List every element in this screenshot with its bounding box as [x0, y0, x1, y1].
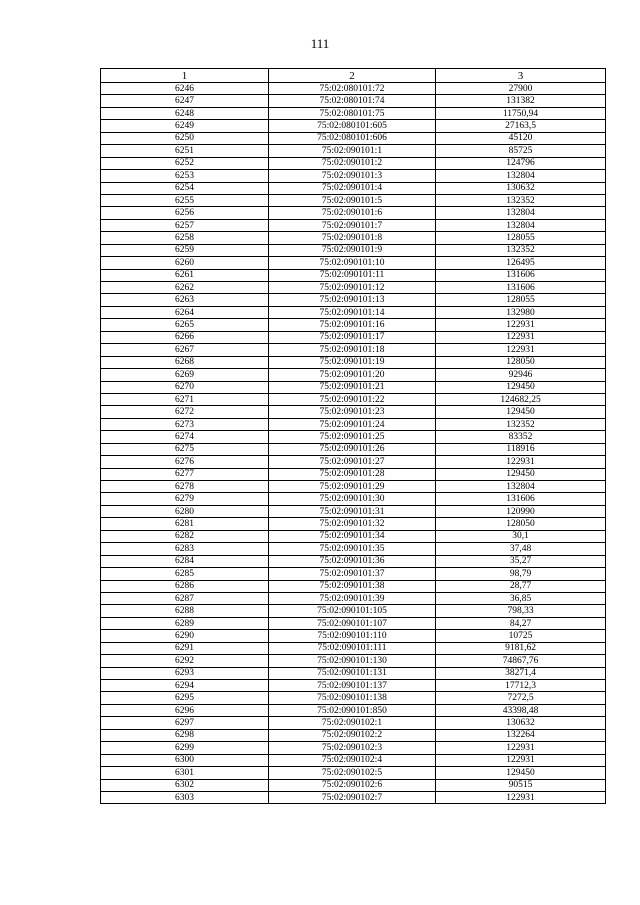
- row-number-cell: 6262: [101, 282, 269, 294]
- value-cell: 132264: [436, 729, 606, 741]
- cadastral-number-cell: 75:02:090101:10: [269, 257, 436, 269]
- row-number-cell: 6266: [101, 331, 269, 343]
- table-row: [101, 655, 606, 667]
- row-number-cell: 6287: [101, 592, 269, 604]
- cadastral-number-cell: 75:02:080101:74: [269, 95, 436, 107]
- row-number-cell: 6267: [101, 344, 269, 356]
- row-number-cell: 6297: [101, 717, 269, 729]
- row-number-cell: 6254: [101, 182, 269, 194]
- row-number-cell: 6257: [101, 219, 269, 231]
- table-row: [101, 157, 606, 169]
- row-number-cell: 6282: [101, 530, 269, 542]
- table-row: [101, 306, 606, 318]
- value-cell: 118916: [436, 443, 606, 455]
- table-row: [101, 107, 606, 119]
- table-row: [101, 754, 606, 766]
- value-cell: 85725: [436, 145, 606, 157]
- row-number-cell: 6256: [101, 207, 269, 219]
- row-number-cell: 6294: [101, 680, 269, 692]
- cadastral-number-cell: 75:02:090101:28: [269, 468, 436, 480]
- row-number-cell: 6252: [101, 157, 269, 169]
- value-cell: 128050: [436, 356, 606, 368]
- cadastral-number-cell: 75:02:090101:26: [269, 443, 436, 455]
- cadastral-number-cell: 75:02:080101:72: [269, 83, 436, 95]
- row-number-cell: 6276: [101, 456, 269, 468]
- table-row: [101, 692, 606, 704]
- row-number-cell: 6271: [101, 393, 269, 405]
- table-row: [101, 630, 606, 642]
- table-row: [101, 543, 606, 555]
- value-cell: 131606: [436, 269, 606, 281]
- value-cell: 37,48: [436, 543, 606, 555]
- row-number-cell: 6247: [101, 95, 269, 107]
- table-row: [101, 456, 606, 468]
- row-number-cell: 6261: [101, 269, 269, 281]
- cadastral-number-cell: 75:02:090101:6: [269, 207, 436, 219]
- row-number-cell: 6259: [101, 244, 269, 256]
- value-cell: 7272,5: [436, 692, 606, 704]
- row-number-cell: 6284: [101, 555, 269, 567]
- table-body: [101, 83, 606, 804]
- row-number-cell: 6279: [101, 493, 269, 505]
- value-cell: 43398,48: [436, 704, 606, 716]
- row-number-cell: 6288: [101, 605, 269, 617]
- table-row: [101, 219, 606, 231]
- row-number-cell: 6296: [101, 704, 269, 716]
- cadastral-number-cell: 75:02:090101:39: [269, 592, 436, 604]
- table-row: [101, 717, 606, 729]
- table-row: [101, 406, 606, 418]
- table-row: [101, 418, 606, 430]
- table-row: [101, 83, 606, 95]
- value-cell: 128050: [436, 518, 606, 530]
- row-number-cell: 6293: [101, 667, 269, 679]
- value-cell: 122931: [436, 791, 606, 803]
- value-cell: 798,33: [436, 605, 606, 617]
- table-row: [101, 729, 606, 741]
- table-row: [101, 481, 606, 493]
- cadastral-number-cell: 75:02:090102:1: [269, 717, 436, 729]
- row-number-cell: 6258: [101, 232, 269, 244]
- value-cell: 131382: [436, 95, 606, 107]
- value-cell: 83352: [436, 431, 606, 443]
- value-cell: 124796: [436, 157, 606, 169]
- row-number-cell: 6250: [101, 132, 269, 144]
- value-cell: 130632: [436, 717, 606, 729]
- table-row: [101, 605, 606, 617]
- cadastral-number-cell: 75:02:090102:7: [269, 791, 436, 803]
- value-cell: 128055: [436, 294, 606, 306]
- value-cell: 131606: [436, 282, 606, 294]
- value-cell: 45120: [436, 132, 606, 144]
- cadastral-number-cell: 75:02:090101:16: [269, 319, 436, 331]
- table-row: [101, 791, 606, 803]
- table-row: [101, 269, 606, 281]
- column-header-3: 3: [436, 69, 606, 83]
- row-number-cell: 6278: [101, 481, 269, 493]
- value-cell: 17712,3: [436, 680, 606, 692]
- row-number-cell: 6281: [101, 518, 269, 530]
- value-cell: 122931: [436, 344, 606, 356]
- table-row: [101, 680, 606, 692]
- value-cell: 10725: [436, 630, 606, 642]
- cadastral-number-cell: 75:02:090102:6: [269, 779, 436, 791]
- column-header-2: 2: [269, 69, 436, 83]
- table-row: [101, 779, 606, 791]
- cadastral-number-cell: 75:02:090101:32: [269, 518, 436, 530]
- table-row: [101, 257, 606, 269]
- value-cell: 11750,94: [436, 107, 606, 119]
- value-cell: 129450: [436, 406, 606, 418]
- cadastral-number-cell: 75:02:090101:12: [269, 282, 436, 294]
- value-cell: 30,1: [436, 530, 606, 542]
- row-number-cell: 6286: [101, 580, 269, 592]
- table-row: [101, 518, 606, 530]
- row-number-cell: 6264: [101, 306, 269, 318]
- cadastral-number-cell: 75:02:090101:22: [269, 393, 436, 405]
- cadastral-number-cell: 75:02:080101:75: [269, 107, 436, 119]
- row-number-cell: 6272: [101, 406, 269, 418]
- cadastral-number-cell: 75:02:090101:130: [269, 655, 436, 667]
- row-number-cell: 6277: [101, 468, 269, 480]
- table-row: [101, 530, 606, 542]
- row-number-cell: 6255: [101, 194, 269, 206]
- cadastral-number-cell: 75:02:090101:25: [269, 431, 436, 443]
- row-number-cell: 6251: [101, 145, 269, 157]
- cadastral-number-cell: 75:02:090101:4: [269, 182, 436, 194]
- row-number-cell: 6302: [101, 779, 269, 791]
- cadastral-number-cell: 75:02:090101:111: [269, 642, 436, 654]
- value-cell: 122931: [436, 754, 606, 766]
- row-number-cell: 6260: [101, 257, 269, 269]
- table-row: [101, 505, 606, 517]
- cadastral-number-cell: 75:02:090101:17: [269, 331, 436, 343]
- cadastral-number-cell: 75:02:090101:18: [269, 344, 436, 356]
- value-cell: 129450: [436, 381, 606, 393]
- cadastral-number-cell: 75:02:090101:31: [269, 505, 436, 517]
- cadastral-number-cell: 75:02:090101:21: [269, 381, 436, 393]
- row-number-cell: 6265: [101, 319, 269, 331]
- value-cell: 28,77: [436, 580, 606, 592]
- value-cell: 129450: [436, 767, 606, 779]
- cadastral-number-cell: 75:02:090101:1: [269, 145, 436, 157]
- cadastral-number-cell: 75:02:090102:3: [269, 742, 436, 754]
- cadastral-number-cell: 75:02:090101:19: [269, 356, 436, 368]
- cadastral-number-cell: 75:02:090101:3: [269, 170, 436, 182]
- value-cell: 84,27: [436, 617, 606, 629]
- cadastral-number-cell: 75:02:090101:8: [269, 232, 436, 244]
- value-cell: 122931: [436, 742, 606, 754]
- table-row: [101, 319, 606, 331]
- value-cell: 124682,25: [436, 393, 606, 405]
- value-cell: 132804: [436, 481, 606, 493]
- cadastral-number-cell: 75:02:090101:30: [269, 493, 436, 505]
- value-cell: 122931: [436, 456, 606, 468]
- row-number-cell: 6280: [101, 505, 269, 517]
- table-row: [101, 767, 606, 779]
- row-number-cell: 6269: [101, 369, 269, 381]
- value-cell: 27900: [436, 83, 606, 95]
- value-cell: 132352: [436, 194, 606, 206]
- value-cell: 36,85: [436, 592, 606, 604]
- value-cell: 132804: [436, 207, 606, 219]
- cadastral-number-cell: 75:02:090101:7: [269, 219, 436, 231]
- row-number-cell: 6301: [101, 767, 269, 779]
- value-cell: 74867,76: [436, 655, 606, 667]
- cadastral-number-cell: 75:02:090101:38: [269, 580, 436, 592]
- cadastral-table: [100, 68, 606, 804]
- table-row: [101, 617, 606, 629]
- table-row: [101, 207, 606, 219]
- table-row: [101, 282, 606, 294]
- row-number-cell: 6292: [101, 655, 269, 667]
- row-number-cell: 6263: [101, 294, 269, 306]
- value-cell: 98,79: [436, 568, 606, 580]
- cadastral-number-cell: 75:02:090101:27: [269, 456, 436, 468]
- table-row: [101, 95, 606, 107]
- column-header-1: 1: [101, 69, 269, 83]
- value-cell: 132804: [436, 170, 606, 182]
- row-number-cell: 6299: [101, 742, 269, 754]
- value-cell: 90515: [436, 779, 606, 791]
- table-row: [101, 592, 606, 604]
- table-row: [101, 568, 606, 580]
- table-row: [101, 232, 606, 244]
- cadastral-number-cell: 75:02:090101:36: [269, 555, 436, 567]
- table-row: [101, 194, 606, 206]
- cadastral-number-cell: 75:02:090101:850: [269, 704, 436, 716]
- row-number-cell: 6273: [101, 418, 269, 430]
- table-row: [101, 704, 606, 716]
- value-cell: 132352: [436, 244, 606, 256]
- cadastral-number-cell: 75:02:090101:11: [269, 269, 436, 281]
- value-cell: 122931: [436, 331, 606, 343]
- table-row: [101, 742, 606, 754]
- row-number-cell: 6248: [101, 107, 269, 119]
- row-number-cell: 6249: [101, 120, 269, 132]
- row-number-cell: 6253: [101, 170, 269, 182]
- table-row: [101, 393, 606, 405]
- row-number-cell: 6275: [101, 443, 269, 455]
- cadastral-number-cell: 75:02:090101:137: [269, 680, 436, 692]
- cadastral-number-cell: 75:02:090102:2: [269, 729, 436, 741]
- table-row: [101, 244, 606, 256]
- cadastral-number-cell: 75:02:090102:5: [269, 767, 436, 779]
- cadastral-number-cell: 75:02:090101:138: [269, 692, 436, 704]
- table-row: [101, 381, 606, 393]
- row-number-cell: 6268: [101, 356, 269, 368]
- cadastral-number-cell: 75:02:090101:2: [269, 157, 436, 169]
- table-row: [101, 294, 606, 306]
- value-cell: 27163,5: [436, 120, 606, 132]
- value-cell: 126495: [436, 257, 606, 269]
- table-row: [101, 145, 606, 157]
- value-cell: 130632: [436, 182, 606, 194]
- table-row: [101, 356, 606, 368]
- row-number-cell: 6291: [101, 642, 269, 654]
- cadastral-number-cell: 75:02:090101:24: [269, 418, 436, 430]
- row-number-cell: 6295: [101, 692, 269, 704]
- row-number-cell: 6290: [101, 630, 269, 642]
- table-row: [101, 182, 606, 194]
- cadastral-number-cell: 75:02:090101:110: [269, 630, 436, 642]
- value-cell: 92946: [436, 369, 606, 381]
- cadastral-number-cell: 75:02:090101:105: [269, 605, 436, 617]
- cadastral-number-cell: 75:02:090101:13: [269, 294, 436, 306]
- row-number-cell: 6300: [101, 754, 269, 766]
- cadastral-number-cell: 75:02:090101:29: [269, 481, 436, 493]
- table-row: [101, 493, 606, 505]
- table-row: [101, 667, 606, 679]
- value-cell: 38271,4: [436, 667, 606, 679]
- cadastral-number-cell: 75:02:090101:34: [269, 530, 436, 542]
- row-number-cell: 6274: [101, 431, 269, 443]
- table-header-row: [101, 69, 606, 83]
- cadastral-number-cell: 75:02:090101:20: [269, 369, 436, 381]
- row-number-cell: 6298: [101, 729, 269, 741]
- table-row: [101, 170, 606, 182]
- value-cell: 131606: [436, 493, 606, 505]
- cadastral-number-cell: 75:02:090101:35: [269, 543, 436, 555]
- value-cell: 132352: [436, 418, 606, 430]
- value-cell: 132980: [436, 306, 606, 318]
- row-number-cell: 6285: [101, 568, 269, 580]
- table-row: [101, 431, 606, 443]
- table-row: [101, 580, 606, 592]
- row-number-cell: 6270: [101, 381, 269, 393]
- table-row: [101, 132, 606, 144]
- cadastral-number-cell: 75:02:090101:9: [269, 244, 436, 256]
- table-row: [101, 331, 606, 343]
- cadastral-number-cell: 75:02:090102:4: [269, 754, 436, 766]
- value-cell: 120990: [436, 505, 606, 517]
- row-number-cell: 6283: [101, 543, 269, 555]
- cadastral-number-cell: 75:02:090101:14: [269, 306, 436, 318]
- cadastral-number-cell: 75:02:090101:5: [269, 194, 436, 206]
- table-row: [101, 120, 606, 132]
- cadastral-number-cell: 75:02:090101:37: [269, 568, 436, 580]
- table-row: [101, 369, 606, 381]
- value-cell: 35,27: [436, 555, 606, 567]
- table-row: [101, 443, 606, 455]
- table-row: [101, 642, 606, 654]
- value-cell: 9181,62: [436, 642, 606, 654]
- table-row: [101, 468, 606, 480]
- value-cell: 122931: [436, 319, 606, 331]
- cadastral-number-cell: 75:02:090101:107: [269, 617, 436, 629]
- cadastral-number-cell: 75:02:080101:605: [269, 120, 436, 132]
- table-row: [101, 344, 606, 356]
- cadastral-number-cell: 75:02:090101:23: [269, 406, 436, 418]
- value-cell: 128055: [436, 232, 606, 244]
- value-cell: 129450: [436, 468, 606, 480]
- row-number-cell: 6303: [101, 791, 269, 803]
- row-number-cell: 6246: [101, 83, 269, 95]
- value-cell: 132804: [436, 219, 606, 231]
- page-number: 111: [310, 36, 330, 51]
- cadastral-number-cell: 75:02:080101:606: [269, 132, 436, 144]
- cadastral-number-cell: 75:02:090101:131: [269, 667, 436, 679]
- table-row: [101, 555, 606, 567]
- row-number-cell: 6289: [101, 617, 269, 629]
